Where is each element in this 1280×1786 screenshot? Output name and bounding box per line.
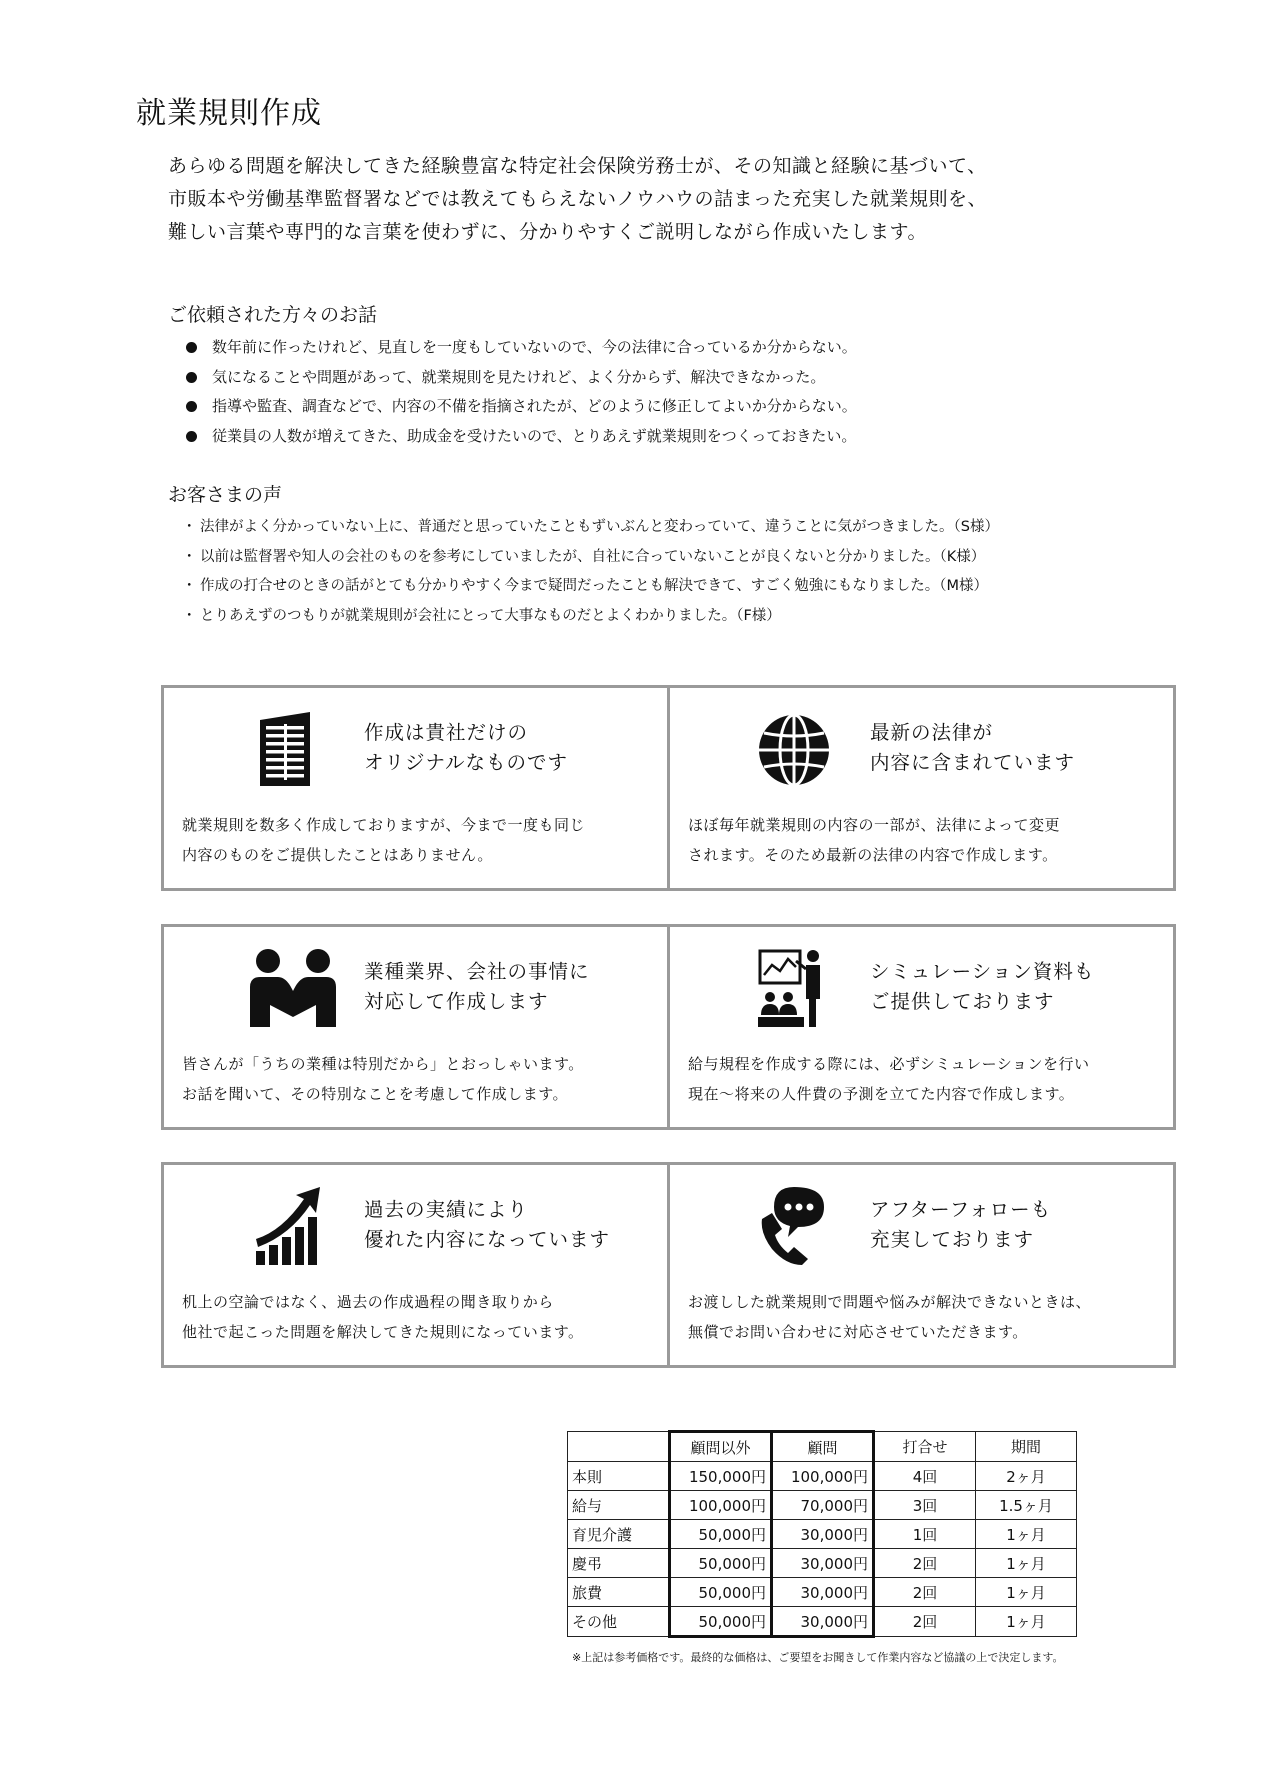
table-header	[568, 1432, 670, 1462]
growth-chart-icon	[252, 1185, 324, 1267]
feature-body: ほぼ毎年就業規則の内容の一部が、法律によって変更 されます。そのため最新の法律の内容で作成します。	[688, 816, 1061, 864]
table-row: 給与 100,000円 70,000円 3回 1.5ヶ月	[568, 1491, 1077, 1520]
people-handshake-icon	[248, 947, 338, 1029]
feature-heading: 過去の実績により 優れた内容になっています	[364, 1198, 611, 1251]
requests-list	[184, 333, 857, 451]
page-title: 就業規則作成	[136, 96, 322, 131]
feature-card	[667, 1165, 1173, 1365]
feature-heading: 作成は貴社だけの オリジナルなものです	[364, 721, 569, 774]
feature-card	[164, 1165, 667, 1365]
table-header: 顧問以外	[670, 1432, 772, 1462]
feature-row	[161, 685, 1176, 891]
feature-heading: 最新の法律が 内容に含まれています	[870, 721, 1076, 774]
table-header: 顧問	[772, 1432, 874, 1462]
table-row: 旅費 50,000円 30,000円 2回 1ヶ月	[568, 1578, 1077, 1607]
price-note: ※上記は参考価格です。最終的な価格は、ご要望をお聞きして作業内容など協議の上で決定します。	[572, 1651, 1064, 1664]
feature-card	[164, 688, 667, 888]
feature-heading: 業種業界、会社の事情に 対応して作成します	[364, 960, 590, 1013]
intro-line: 市販本や労働基準監督署などでは教えてもらえないノウハウの詰まった充実した就業規則を、	[168, 188, 988, 210]
feature-card	[667, 688, 1173, 888]
price-table	[567, 1430, 1077, 1638]
phone-chat-icon	[758, 1185, 830, 1267]
feature-card	[667, 927, 1173, 1127]
table-header-row	[568, 1432, 1077, 1462]
intro-line: 難しい言葉や専門的な言葉を使わずに、分かりやすくご説明しながら作成いたします。	[168, 221, 927, 243]
list-item: 数年前に作ったけれど、見直しを一度もしていないので、今の法律に合っているか分からない。	[184, 333, 857, 363]
list-item: ・ 以前は監督署や知人の会社のものを参考にしていましたが、自社に合っていないことが良くないと分かりました。（K様）	[186, 543, 999, 573]
list-item: ・ とりあえずのつもりが就業規則が会社にとって大事なものだとよくわかりました。（F様）	[186, 602, 999, 632]
intro-line: あらゆる問題を解決してきた経験豊富な特定社会保険労務士が、その知識と経験に基づいて、	[168, 155, 987, 177]
table-row: 本則 150,000円 100,000円 4回 2ヶ月	[568, 1462, 1077, 1491]
feature-card	[164, 927, 667, 1127]
list-item: ・ 法律がよく分かっていない上に、普通だと思っていたこともずいぶんと変わっていて、違うことに気がつきました。（S様）	[186, 513, 999, 543]
building-icon	[252, 708, 324, 790]
list-item: 指導や監査、調査などで、内容の不備を指摘されたが、どのように修正してよいか分からない。	[184, 392, 857, 422]
presentation-icon	[758, 947, 830, 1029]
list-item: 従業員の人数が増えてきた、助成金を受けたいので、とりあえず就業規則をつくっておきたい。	[184, 422, 857, 452]
feature-heading: アフターフォローも 充実しております	[870, 1198, 1052, 1251]
feature-body: 就業規則を数多く作成しておりますが、今まで一度も同じ 内容のものをご提供したことはありません。	[182, 816, 586, 864]
feature-body: 机上の空論ではなく、過去の作成過程の聞き取りから 他社で起こった問題を解決してきた規則になっています。	[182, 1293, 584, 1341]
requests-heading: ご依頼された方々のお話	[168, 304, 378, 326]
feature-body: 皆さんが「うちの業種は特別だから」とおっしゃいます。 お話を聞いて、その特別なことを考慮して作成します。	[182, 1055, 584, 1103]
feature-row	[161, 924, 1176, 1130]
feature-body: お渡しした就業規則で問題や悩みが解決できないときは、 無償でお問い合わせに対応させていただきます。	[688, 1293, 1092, 1341]
globe-icon	[758, 708, 830, 790]
feature-row	[161, 1162, 1176, 1368]
list-item: 気になることや問題があって、就業規則を見たけれど、よく分からず、解決できなかった。	[184, 363, 857, 393]
table-row: 育児介護 50,000円 30,000円 1回 1ヶ月	[568, 1520, 1077, 1549]
voices-heading: お客さまの声	[168, 484, 283, 506]
feature-heading: シミュレーション資料も ご提供しております	[870, 960, 1095, 1013]
table-row: その他 50,000円 30,000円 2回 1ヶ月	[568, 1607, 1077, 1637]
list-item: ・ 作成の打合せのときの話がとても分かりやすく今まで疑問だったことも解決できて、すごく勉強にもなりました。（M様）	[186, 572, 999, 602]
intro-text	[168, 150, 987, 249]
table-row: 慶弔 50,000円 30,000円 2回 1ヶ月	[568, 1549, 1077, 1578]
table-header: 期間	[976, 1432, 1077, 1462]
feature-body: 給与規程を作成する際には、必ずシミュレーションを行い 現在～将来の人件費の予測を立てた内容で作成します。	[688, 1055, 1090, 1103]
table-header: 打合せ	[874, 1432, 976, 1462]
voices-list	[186, 513, 999, 631]
